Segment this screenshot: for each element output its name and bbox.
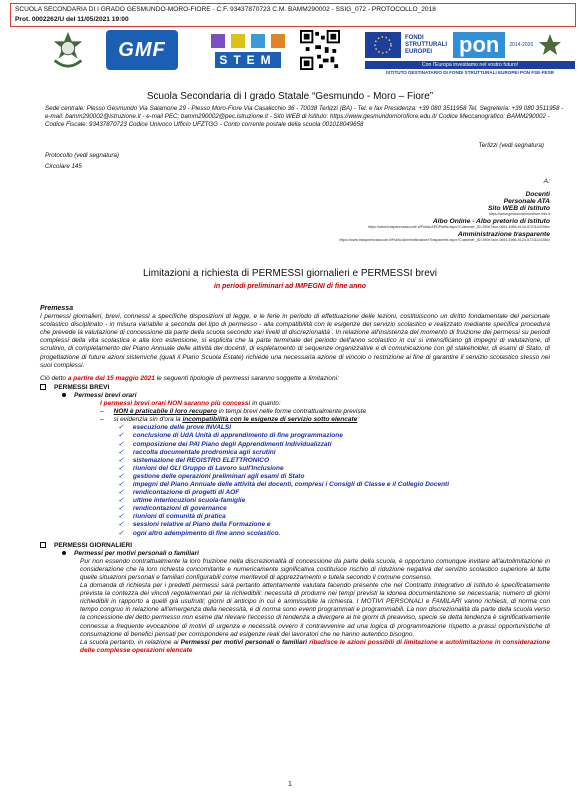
dash-item-1-text: in tempi brevi nelle forme contrattualmente previste <box>216 408 367 416</box>
checkmark-icon: ✓ <box>118 513 124 521</box>
square-bullet-icon <box>40 542 46 548</box>
pon-footer: ISTITUTO DESTINATARIO DI FONDI STRUTTURALI EUROPEI PON FSE-FESR <box>386 70 554 75</box>
document-body <box>40 305 550 655</box>
dot-bullet-icon <box>62 551 66 555</box>
stem-logo <box>207 30 289 70</box>
paragraph-2: La domanda di richiesta per i predetti permessi sarà pertanto attentamente valutata facendo presente che nel Contratto Integrativo di Istituto è specificatamente prevista la contezza dei vincoli regolamentari per la richiedibili: necessità di produrre nei tempi previsti la idonea documentazione se necessaria; numero di giorni richiedibili in rapporto a quelli già usufruiti; giorni di anticipo in cui è ammissibile la richiesta. I MOTIVI PERSONALI e FAMILARI vanno richiesti, di norma con tempo congruo in relazione all'emergenza della necessità, e di norma sono eventi programmati e programmabili. La non discrezionalità da parte della scuola verso la concessione del detto permesso non esime dal rilevare l'eccesso di tendenza a divergere ai tre giorni di preavviso, specie se detta tendenza è significativamente connessa a frequente evocazione di motivi di urgenza e necessità ovvero il contravvenire ad una logica di programmazione rispetto a prassi opportunistiche di consumazione di benefici pensati per corrispondere ad esigenze reali dei lavoratori che ne hanno autentico bisogno. <box>80 582 550 638</box>
list-item: ✓ ogni altro adempimento di fine anno scolastico. <box>118 529 281 537</box>
page-number: 1 <box>288 781 292 788</box>
checkmark-icon: ✓ <box>118 505 124 513</box>
list-item: ✓ esecuzione delle prove INVALSI <box>118 424 232 432</box>
intro-line <box>40 375 550 383</box>
eu-flag-icon <box>365 32 401 58</box>
premessa-text: I permessi giornalieri, brevi, connessi a specifiche disposizioni di legge, e le ferie in periodo di effettuazione delle lezioni, costituiscono un diritto fondamentale del personale scolastico disciplinato - in misura variabile a seconda del tipo di permesso - alla compatibilità con le esigenze del servizio scolastico e realizzato mediante specifica procedura che prevede la valutazione di concessione da parte della scuola secondo vari livelli di discrezionalità . In relazione all'insistenza del momento di fruizione dei permessi su periodi complessi della vita scolastica e alla loro estensione, si esplicita che la parte terminale del periodo dell'anno scolastico in cui si intensificano gli impegni di valutazione, di scrutinio, di completamento del Piano Annuale delle attività dei docenti, di espletamento di sequenze organizzative e di comunicazione con gli stakeholder, di esami di Stato, di progettazione di future azioni sistemiche (quali il Piano Scuola Estate) richiede una necessaria azione di vincolo o restrizione ai fine di garantire il servizio scolastico stesso nei suoi complessi. <box>40 313 550 369</box>
ministry-emblem-icon <box>537 32 563 58</box>
subsection-permessi-orari <box>62 392 550 400</box>
list-item: ✓ raccolta documentale prodromica agli scrutini <box>118 448 276 456</box>
protocol-line: Protocollo (vedi segnatura) <box>45 152 119 159</box>
list-item: ✓ rendicontazioni di governance <box>118 505 227 513</box>
checkmark-icon: ✓ <box>118 472 124 480</box>
gmf-logo <box>106 30 178 70</box>
list-item: ✓ riunioni di comunità di pratica <box>118 513 226 521</box>
checkmark-icon: ✓ <box>118 480 124 488</box>
permessi-orari-notice-red: I permessi brevi orari NON saranno più concessi <box>100 400 251 408</box>
recipients-to: A: <box>543 178 550 185</box>
square-bullet-icon <box>40 384 46 390</box>
list-item: ✓ sessioni relative al Piano della Formazione e <box>118 521 271 529</box>
qr-code-icon <box>300 30 340 70</box>
section-permessi-brevi-label: PERMESSI BREVI <box>54 383 110 391</box>
premessa-heading: Premessa <box>40 305 74 312</box>
protocol-stamp <box>10 3 576 27</box>
list-item: ✓ gestione delle operazioni preliminari agli esami di Stato <box>118 472 305 480</box>
list-item: ✓ impegni del Piano Annuale delle attività dei docenti, compresi i Consigli di Classe e il Collegio Docenti <box>118 480 450 488</box>
dash-item-2-text: si evidenzia sin d'ora la <box>113 416 183 424</box>
list-item: ✓ conclusione di UdA Unità di apprendimento di fine programmazione <box>118 432 343 440</box>
recipient-sito-url[interactable]: https://www.gesmundomorofiore.edu.it <box>488 212 550 216</box>
school-contacts: Sede centrale: Plesso Gesmundo Via Salamone 29 - Plesso Moro-Fiore Via Casalicchio 36 - 70038 Terlizzi (BA) - Tel. e fax Presidenza: +39 080 3511958 Tel. Segreteria: +39 080 3511958 - e-mail: bamm290002@istruzione.it - e-mail PEC: bamm290002@pec.istruzione.it - Sito WEB di Istituto: https://www.gesmundomorofiore.edu.it/ Codice Meccanografico: BAMM290002 - Codice Fiscale: 93437870723 Codice Univoco Ufficio UFZTGG - Conto corrente postale della scuola 001018049658 <box>45 105 564 128</box>
dash-item-1-bold: NON è praticabile il loro recupero <box>113 408 217 416</box>
paragraph-3-c: ribadisce le azioni possibili di limitazione e autolimitazione in considerazione delle complesse operazioni elencate <box>80 638 550 654</box>
recipient-sito: Sito WEB di Istituto <box>487 205 550 212</box>
stamp-line-1: SCUOLA SECONDARIA DI I GRADO GESMUNDO-MORO-FIORE - C.F. 93437870723 C.M. BAMM290002 - SSIG_072 - PROTOCOLLO_2018 <box>15 6 436 13</box>
checkmark-icon: ✓ <box>118 464 124 472</box>
pon-fondi-label: FONDI STRUTTURALI EUROPEI <box>405 34 447 55</box>
list-item: ✓ sistemazione del REGISTRO ELETTRONICO <box>118 456 270 464</box>
list-item: ✓ rendicontazione di progetti di AOF <box>118 489 240 497</box>
subsection-motivi-personali-label: Permessi per motivi personali o familiari <box>74 549 199 557</box>
recipients-block <box>230 178 550 242</box>
list-item: ✓ ultime interlocuzioni scuola-famiglie <box>118 497 246 505</box>
dash-item-1: – NON è praticabile il loro recupero in tempi brevi nelle forme contrattualmente previste <box>100 408 367 416</box>
checkmark-icon: ✓ <box>118 448 124 456</box>
dash-item-2-bold: incompatibilità con le esigenze di servizio sotto elencate <box>182 416 358 424</box>
section-permessi-brevi <box>40 384 550 392</box>
stem-logo-text: STEM <box>215 52 280 68</box>
document-title: Limitazioni a richiesta di PERMESSI giornalieri e PERMESSI brevi <box>143 268 437 279</box>
list-item: ✓ riunioni del GLI Gruppo di Lavoro sull'Inclusione <box>118 464 284 472</box>
gmf-logo-text: GMF <box>118 38 166 61</box>
section-permessi-giornalieri <box>40 542 550 550</box>
checkmark-icon: ✓ <box>118 529 124 537</box>
stem-icons-icon <box>207 30 289 52</box>
pon-years: 2014-2020 <box>509 42 534 48</box>
school-name: Scuola Secondaria di I grado Statale “Gesmundo - Moro – Fiore” <box>146 91 434 102</box>
permessi-orari-notice-tail: in quanto: <box>250 400 281 408</box>
pon-logo-text: pon <box>453 32 505 58</box>
intro-date: a partire dal 15 maggio 2021 <box>67 374 155 382</box>
recipient-amministrazione: Amministrazione trasparente <box>457 231 550 238</box>
recipient-albo: Albo Online - Albo pretorio di Istituto <box>432 218 550 225</box>
checkmark-icon: ✓ <box>118 489 124 497</box>
dot-bullet-icon <box>62 393 66 397</box>
paragraph-3 <box>80 639 550 655</box>
subsection-motivi-personali <box>62 550 550 558</box>
recipient-docenti: Docenti <box>525 191 550 198</box>
city-line: Terlizzi (vedi segnatura) <box>478 142 544 149</box>
checkmark-icon: ✓ <box>118 497 124 505</box>
service-requirements-list <box>118 424 550 537</box>
checkmark-icon: ✓ <box>118 521 124 529</box>
document-subtitle: in periodi preliminari ad IMPEGNI di fine anno <box>213 283 367 290</box>
checkmark-icon: ✓ <box>118 432 124 440</box>
recipient-albo-url[interactable]: https://www.trasparenzascuole.it/Public/APDPublic.aspx?Customer_ID=390e7ace-0651-4966-b12d-572111c028bc <box>368 225 550 229</box>
paragraph-3-a: La scuola pertanto, in relazione ai <box>80 638 181 646</box>
paragraph-1: Pur non essendo contrattualmente la loro fruizione nella discrezionalità di concessione da parte della scuola, è opportuno comunque invitare all'autolimitazione in considerazione che la loro richiesta concomitante e numericamente significativa costituisce rischio di riduzione negativa del servizio scolastico superiore al tutte quelle situazioni personali e familiari configurabili come meritevoli di apprezzamento e tutela secondo il comune consenso. <box>80 557 550 581</box>
list-item: ✓ composizione dei PAI Piano degli Apprendimenti Individualizzati <box>118 440 332 448</box>
checkmark-icon: ✓ <box>118 456 124 464</box>
subsection-permessi-orari-label: Permessi brevi orari <box>74 391 137 399</box>
recipient-ata: Personale ATA <box>503 198 550 205</box>
section-permessi-giornalieri-label: PERMESSI GIORNALIERI <box>54 541 133 549</box>
recipient-amministrazione-url[interactable]: https://www.trasparenzascuole.it/Public/AmministrazioneTrasparente.aspx?Customer_ID=390e7ace-0651-4966-b12d-572111c028bc <box>339 238 550 242</box>
checkmark-icon: ✓ <box>118 440 124 448</box>
dash-item-2: – si evidenzia sin d'ora la incompatibilità con le esigenze di servizio sotto elencate <box>100 416 358 424</box>
italian-republic-emblem-icon <box>48 30 88 70</box>
circular-number: Circolare 145 <box>45 163 82 170</box>
intro-text-a: Ciò detto <box>40 374 68 382</box>
intro-text-b: le seguenti tipologie di permessi saranno soggette a limitazioni: <box>154 374 339 382</box>
pon-slogan: Con l'Europa investiamo nel vostro futuro! <box>365 61 575 69</box>
pon-banner <box>365 30 575 76</box>
checkmark-icon: ✓ <box>118 424 124 432</box>
permessi-orari-notice <box>100 400 550 408</box>
stamp-line-2: Prot. 0002262/U del 11/05/2021 19:00 <box>15 16 129 23</box>
paragraph-3-b: Permessi per motivi personali o familiari <box>180 638 308 646</box>
